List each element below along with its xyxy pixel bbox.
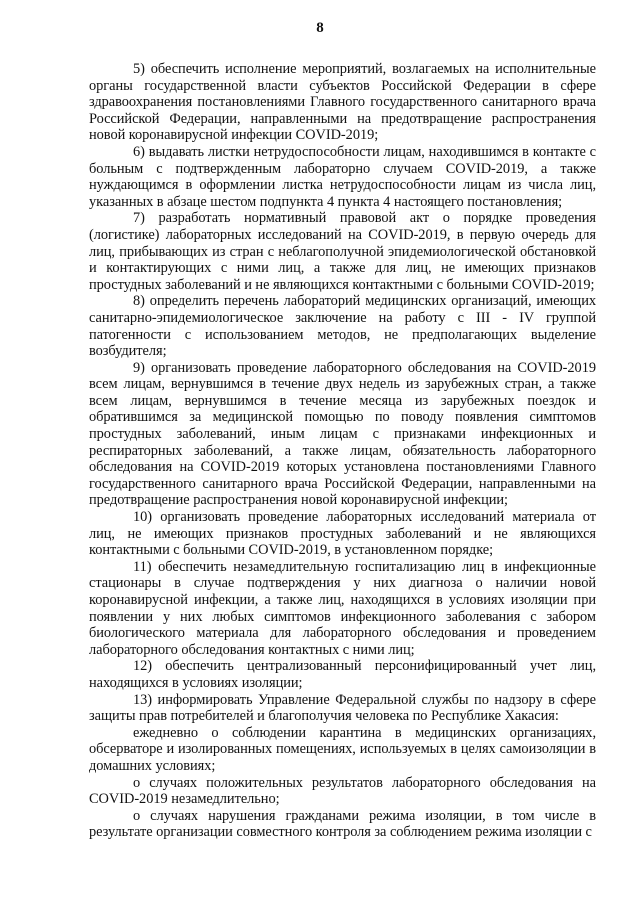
paragraph-item-9: 9) организовать проведение лабораторного обследования на COVID-2019 всем лицам, вернувшимся в течение двух недель из зарубежных стран, а также всем лицам, вернувшимся в течение месяца из зарубежных поездок и обратившимся за медицинской помощью по поводу появления симптомов простудных заболеваний, иным лицам с признаками инфекционных и респираторных заболеваний, а также лицам, обязательность лабораторного обследования на COVID-2019 которых установлена постановлениями Главного государственного санитарного врача Российской Федерации, направленными на предотвращение распространения новой коронавирусной инфекции;: [89, 359, 596, 509]
paragraph-item-8: 8) определить перечень лабораторий медицинских организаций, имеющих санитарно-эпидемиологическое заключение на работу с III - IV группой патогенности с использованием методов, не предполагающих выделение возбудителя;: [89, 293, 596, 360]
paragraph-item-12: 12) обеспечить централизованный персонифицированный учет лиц, находящихся в условиях изоляции;: [89, 658, 596, 691]
paragraph-daily-quarantine-report: ежедневно о соблюдении карантина в медицинских организациях, обсерваторе и изолированных помещениях, используемых в целях самоизоляции в домашних условиях;: [89, 724, 596, 774]
paragraph-item-6: 6) выдавать листки нетрудоспособности лицам, находившимся в контакте с больным с подтвержденным лабораторно случаем COVID-2019, а также нуждающимся в оформлении листка нетрудоспособности лицам из числа лиц, указанных в абзаце шестом подпункта 4 пункта 4 настоящего постановления;: [89, 143, 596, 210]
paragraph-item-13: 13) информировать Управление Федеральной службы по надзору в сфере защиты прав потребителей и благополучия человека по Республике Хакасия:: [89, 691, 596, 725]
document-body: [89, 61, 596, 841]
paragraph-isolation-violations-report: о случаях нарушения гражданами режима изоляции, в том числе в результате организации совместного контроля за соблюдением режима изоляции с: [89, 807, 596, 841]
paragraph-item-7: 7) разработать нормативный правовой акт о порядке проведения (логистике) лабораторных исследований на COVID-2019, в первую очередь для лиц, прибывающих из стран с неблагополучной эпидемиологической обстановкой и контактирующих с ними лиц, а также для лиц, не имеющих признаков простудных заболеваний и не являющихся контактными с больными COVID-2019;: [89, 210, 596, 293]
paragraph-item-10: 10) организовать проведение лабораторных исследований материала от лиц, не имеющих признаков простудных заболеваний и не являющихся контактными с больными COVID-2019, в установленном порядке;: [89, 509, 596, 559]
paragraph-item-5: 5) обеспечить исполнение мероприятий, возлагаемых на исполнительные органы государственной власти субъектов Российской Федерации в сфере здравоохранения постановлениями Главного государственного санитарного врача Российской Федерации, направленными на предотвращение распространения новой коронавирусной инфекции COVID-2019;: [89, 61, 596, 144]
page-number: 8: [316, 20, 324, 36]
paragraph-item-11: 11) обеспечить незамедлительную госпитализацию лиц в инфекционные стационары в случае подтверждения у них диагноза о наличии новой коронавирусной инфекции, а также лиц, находящихся в условиях изоляции при появлении у них любых симптомов инфекционного заболевания с забором биологического материала для лабораторного обследования и проведением лабораторного обследования контактных с ними лиц;: [89, 558, 596, 658]
paragraph-positive-results-report: о случаях положительных результатов лабораторного обследования на COVID-2019 незамедлительно;: [89, 774, 596, 808]
